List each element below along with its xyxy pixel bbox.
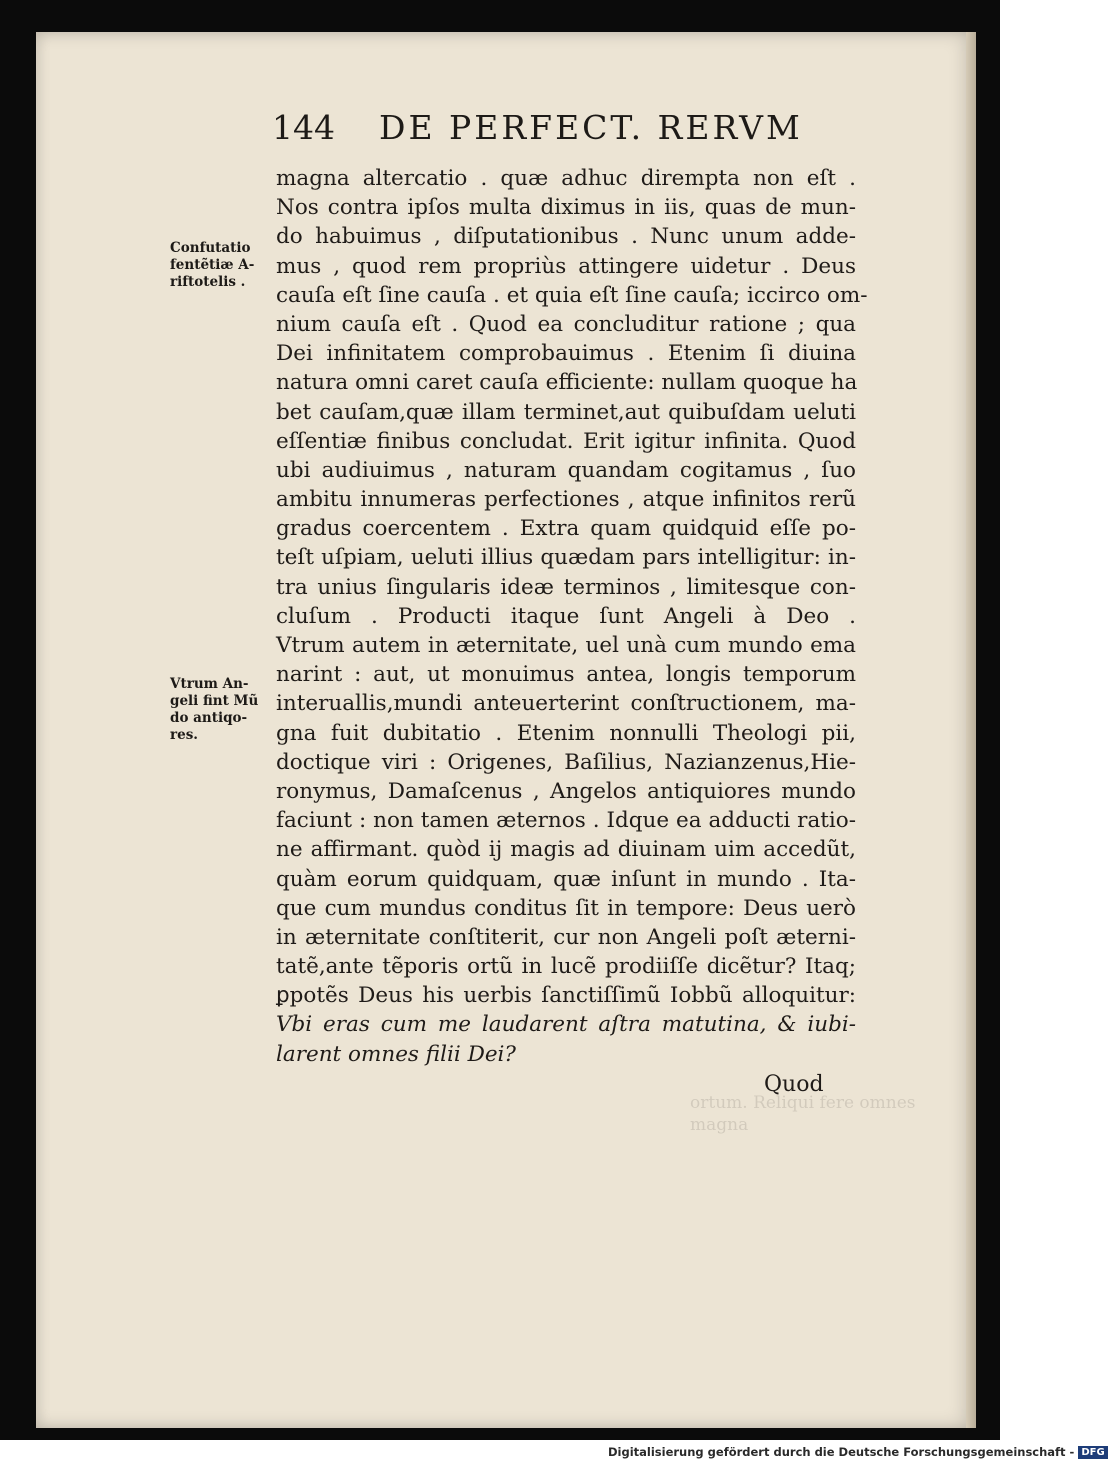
text-line: doctique viri : Origenes, Baſilius, Nazianzenus,Hie- bbox=[276, 749, 856, 775]
text-line: magna altercatio . quæ adhuc dirempta non eſt . bbox=[276, 166, 856, 191]
bleed-through-text bbox=[690, 1092, 916, 1136]
text-line: ubi audiuimus , naturam quandam cogitamus , ſuo bbox=[276, 457, 856, 483]
text-line: Dei infinitatem comprobauimus . Etenim ſi diuina bbox=[276, 341, 856, 367]
margin-note-line: fentẽtiæ A- bbox=[170, 257, 255, 273]
text-line: quàm eorum quidquam, quæ inſunt in mundo . Ita- bbox=[276, 866, 856, 892]
margin-note-line: Confutatio bbox=[170, 240, 251, 256]
margin-note-confutatio bbox=[170, 240, 268, 291]
running-title: DE PERFECT. RERVM bbox=[379, 108, 803, 147]
catchword: Quod bbox=[764, 1072, 824, 1097]
margin-note-line: riftotelis . bbox=[170, 274, 246, 290]
text-line: faciunt : non tamen æternos . Idque ea adducti ratio- bbox=[276, 808, 856, 834]
bleed-through-line: ortum. Reliqui fere omnes bbox=[690, 1093, 916, 1113]
text-line: tra unius ſingularis ideæ terminos , limitesque con- bbox=[276, 574, 856, 600]
main-text-block bbox=[276, 164, 868, 1069]
margin-note-line: do antiqo- bbox=[170, 710, 248, 726]
text-line: natura omni caret cauſa efficiente: nullam quoque ha bbox=[276, 370, 858, 396]
text-line: in æternitate conſtiterit, cur non Angeli poſt æterni- bbox=[276, 924, 856, 950]
text-line: nium cauſa eſt . Quod ea concluditur ratione ; qua bbox=[276, 311, 856, 337]
text-line: ronymus, Damaſcenus , Angelos antiquiores mundo bbox=[276, 778, 856, 804]
text-line: teſt uſpiam, ueluti illius quædam pars intelligitur: in- bbox=[276, 545, 856, 571]
text-line: eſſentiæ finibus concludat. Erit igitur infinita. Quod bbox=[276, 428, 856, 454]
quote-line: larent omnes filii Dei? bbox=[276, 1041, 516, 1067]
text-line: ambitu innumeras perfectiones , atque infinitos rerũ bbox=[276, 487, 856, 513]
text-line: gradus coercentem . Extra quam quidquid eſſe po- bbox=[276, 516, 856, 542]
text-line: bet cauſam,quæ illam terminet,aut quibuſdam ueluti bbox=[276, 399, 856, 425]
text-line: Nos contra ipſos multa diximus in iis, quas de mun- bbox=[276, 195, 856, 221]
margin-note-line: geli fint Mũ bbox=[170, 693, 259, 709]
bleed-through-line: magna bbox=[690, 1115, 749, 1135]
digitization-credit bbox=[608, 1445, 1108, 1459]
text-line: do habuimus , diſputationibus . Nunc unum adde- bbox=[276, 224, 856, 250]
text-line: cluſum . Producti itaque ſunt Angeli à Deo . bbox=[276, 603, 856, 629]
text-line: interuallis,mundi anteuerterint conſtructionem, ma- bbox=[276, 691, 856, 717]
credit-text: Digitalisierung gefördert durch die Deutsche Forschungsgemeinschaft - bbox=[608, 1445, 1075, 1459]
text-line: tatẽ,ante tẽporis ortũ in lucẽ prodiiſſe dicẽtur? Itaq; bbox=[276, 954, 856, 980]
margin-note-line: res. bbox=[170, 727, 199, 743]
text-line: Vtrum autem in æternitate, uel unà cum mundo ema bbox=[276, 633, 856, 658]
text-line: narint : aut, ut monuimus antea, longis temporum bbox=[276, 662, 856, 688]
text-line: ne affirmant. quòd ij magis ad diuinam uim accedũt, bbox=[276, 837, 856, 863]
text-line: ꝑpotẽs Deus his uerbis ſanctiſſimũ Iobbũ alloquitur: bbox=[276, 983, 856, 1009]
margin-note-line: Vtrum An- bbox=[170, 676, 249, 692]
page-edge-shadow bbox=[966, 32, 976, 1428]
page-number: 144 bbox=[272, 108, 335, 147]
text-line: que cum mundus conditus ſit in tempore: Deus uerò bbox=[276, 895, 856, 921]
margin-note-vtrum-angeli bbox=[170, 676, 268, 744]
running-header bbox=[272, 108, 803, 147]
quote-line: Vbi eras cum me laudarent aſtra matutina, & iubi- bbox=[276, 1012, 856, 1038]
text-line: cauſa eſt ſine cauſa . et quia eſt ſine cauſa; iccirco om- bbox=[276, 282, 868, 308]
text-line: gna fuit dubitatio . Etenim nonnulli Theologi pii, bbox=[276, 720, 856, 746]
dfg-logo: DFG bbox=[1078, 1446, 1107, 1459]
text-line: mus , quod rem propriùs attingere uidetur . Deus bbox=[276, 253, 856, 279]
